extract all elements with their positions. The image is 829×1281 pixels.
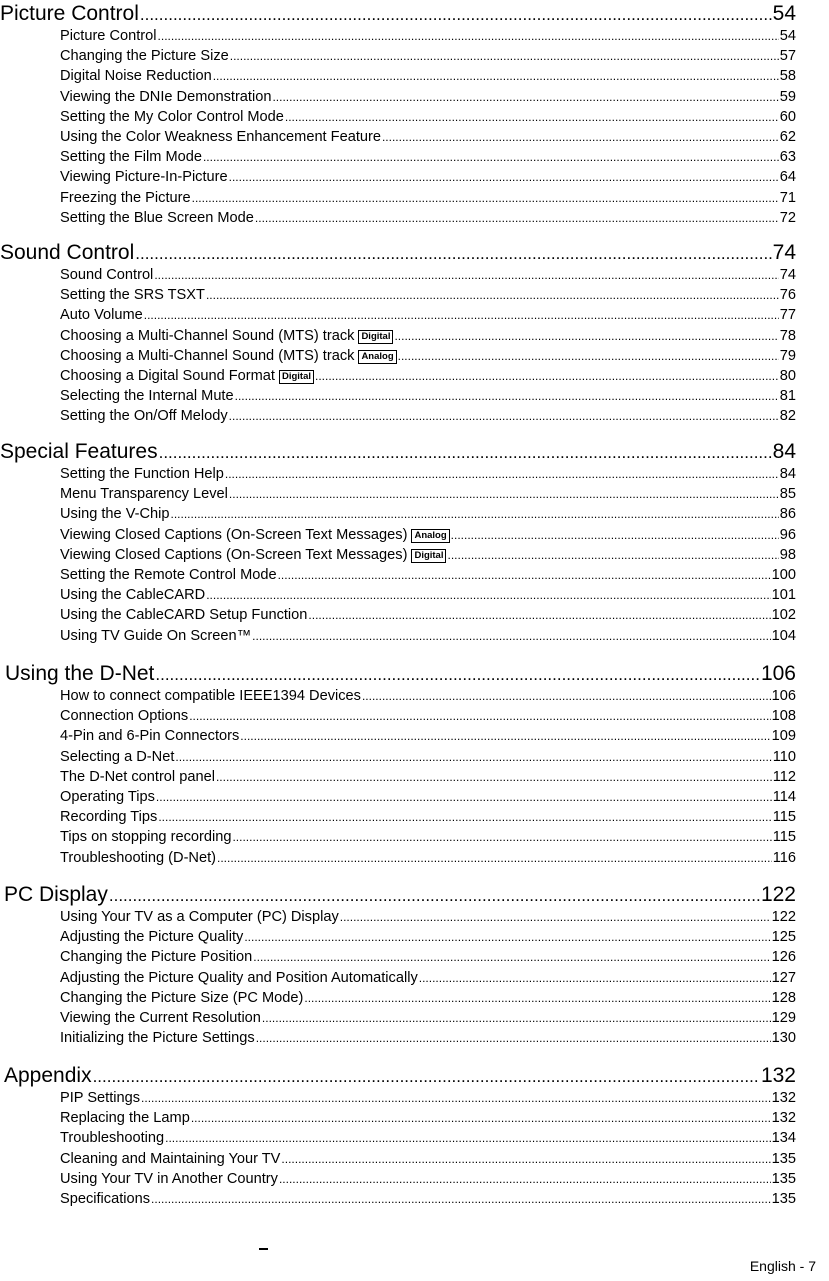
toc-item-page: 84 bbox=[779, 466, 796, 482]
toc-item-title bbox=[60, 988, 303, 1008]
toc-item-label: Recording Tips bbox=[60, 809, 158, 826]
toc-item-label: Using the CableCARD bbox=[60, 587, 206, 604]
dot-leader bbox=[206, 585, 770, 605]
toc-item-label: Using TV Guide On Screen™ bbox=[60, 627, 252, 644]
dot-leader bbox=[398, 346, 779, 366]
dot-leader bbox=[285, 107, 779, 127]
toc-item-label: Menu Transparency Level bbox=[60, 486, 228, 503]
toc-item[interactable] bbox=[0, 464, 829, 484]
toc-item-title bbox=[60, 208, 254, 228]
dot-leader bbox=[256, 1028, 771, 1048]
dot-leader bbox=[253, 947, 770, 967]
toc-item-page: 127 bbox=[771, 969, 796, 986]
toc-item-label: Using Your TV as a Computer (PC) Display bbox=[60, 909, 339, 925]
toc-item[interactable] bbox=[0, 127, 829, 147]
toc-item[interactable] bbox=[0, 285, 829, 305]
toc-item-page: 81 bbox=[779, 388, 796, 405]
signal-type-badge: Digital bbox=[358, 330, 393, 344]
toc-item-page: 115 bbox=[772, 829, 796, 846]
toc-item-label: Setting the SRS TSXT bbox=[60, 287, 205, 304]
toc-item[interactable] bbox=[0, 484, 829, 504]
toc-item[interactable] bbox=[0, 46, 829, 66]
toc-item-title bbox=[60, 1008, 261, 1028]
dot-leader bbox=[279, 1169, 771, 1189]
toc-item[interactable] bbox=[0, 265, 829, 285]
dot-leader bbox=[144, 305, 779, 325]
toc-item-page: 115 bbox=[772, 809, 796, 826]
toc-item-page: 82 bbox=[779, 408, 796, 425]
toc-item-label: Viewing Picture-In-Picture bbox=[60, 169, 228, 186]
toc-item-title bbox=[60, 585, 205, 605]
toc-item-label: Choosing a Multi-Channel Sound (MTS) track bbox=[60, 327, 355, 344]
toc-item-page: 104 bbox=[771, 627, 796, 644]
toc-item-page: 106 bbox=[771, 688, 796, 704]
toc-item-list bbox=[0, 464, 829, 646]
dot-leader bbox=[189, 706, 770, 726]
toc-item-label: Digital Noise Reduction bbox=[60, 68, 212, 85]
toc-item-page: 128 bbox=[771, 989, 796, 1006]
toc-item-label: Viewing the Current Resolution bbox=[60, 1009, 261, 1026]
toc-item-page: 126 bbox=[771, 949, 796, 966]
toc-item[interactable] bbox=[0, 907, 829, 927]
toc-item-page: 54 bbox=[779, 28, 796, 44]
toc-item[interactable] bbox=[0, 147, 829, 167]
dot-leader bbox=[281, 1149, 770, 1169]
toc-item[interactable] bbox=[0, 807, 829, 827]
dot-leader bbox=[278, 565, 771, 585]
toc-heading-title: Picture Control bbox=[0, 2, 139, 25]
dot-leader bbox=[141, 1088, 771, 1108]
toc-item[interactable] bbox=[0, 927, 829, 947]
toc-item-title bbox=[60, 285, 205, 305]
dot-leader bbox=[154, 265, 778, 285]
dot-leader bbox=[213, 66, 779, 86]
toc-item[interactable] bbox=[0, 107, 829, 127]
toc-item-page: 125 bbox=[771, 929, 796, 946]
toc-item-title bbox=[60, 265, 153, 285]
toc-item-label: Specifications bbox=[60, 1190, 151, 1207]
toc-item-title bbox=[60, 26, 157, 46]
toc-item-page: 76 bbox=[779, 287, 796, 304]
dot-leader bbox=[240, 726, 770, 746]
toc-item-list bbox=[0, 1088, 829, 1209]
toc-item-page: 101 bbox=[771, 587, 796, 604]
toc-item[interactable] bbox=[0, 947, 829, 967]
toc-item-page: 110 bbox=[772, 748, 796, 765]
toc-item-label: Sound Control bbox=[60, 267, 154, 283]
toc-item-title bbox=[60, 484, 228, 504]
toc-item[interactable] bbox=[0, 1169, 829, 1189]
toc-item[interactable] bbox=[0, 968, 829, 988]
toc-item-title bbox=[60, 747, 174, 767]
toc-item-label: Choosing a Digital Sound Format bbox=[60, 367, 275, 384]
toc-item[interactable] bbox=[0, 988, 829, 1008]
toc-item-label: Changing the Picture Size bbox=[60, 48, 229, 65]
toc-item-page: 80 bbox=[779, 367, 796, 384]
toc-item-label: Adjusting the Picture Quality bbox=[60, 929, 244, 946]
toc-item-label: Replacing the Lamp bbox=[60, 1110, 190, 1127]
dot-leader bbox=[155, 663, 760, 687]
toc-item-page: 129 bbox=[771, 1009, 796, 1026]
toc-item-label: Changing the Picture Size (PC Mode) bbox=[60, 989, 304, 1006]
toc-item-label: Troubleshooting (D-Net) bbox=[60, 849, 216, 866]
toc-item-page: 122 bbox=[771, 909, 796, 925]
toc-item-title bbox=[60, 968, 418, 988]
toc-item-label: Using the CableCARD Setup Function bbox=[60, 607, 308, 624]
toc-item[interactable] bbox=[0, 1028, 829, 1048]
toc-item-list bbox=[0, 907, 829, 1048]
toc-item-page: 102 bbox=[771, 607, 796, 624]
toc-item-label: Selecting a D-Net bbox=[60, 748, 175, 765]
toc-item-page: 135 bbox=[771, 1150, 796, 1167]
dot-leader bbox=[191, 1108, 771, 1128]
toc-item[interactable] bbox=[0, 87, 829, 107]
toc-item[interactable] bbox=[0, 767, 829, 787]
toc-heading-title: Using the D-Net bbox=[5, 662, 155, 685]
toc-item[interactable] bbox=[0, 406, 829, 426]
dot-leader bbox=[171, 504, 779, 524]
toc-item[interactable] bbox=[0, 1008, 829, 1028]
toc-item-page: 74 bbox=[779, 267, 796, 283]
toc-heading-title: Special Features bbox=[0, 440, 158, 463]
toc-section-special-features bbox=[0, 440, 829, 646]
toc-item-title bbox=[60, 305, 143, 325]
dot-leader bbox=[235, 386, 779, 406]
toc-item-page: 71 bbox=[779, 189, 796, 206]
signal-type-badge: Digital bbox=[279, 370, 314, 384]
toc-item-page: 72 bbox=[779, 209, 796, 226]
toc-item-page: 114 bbox=[772, 788, 796, 805]
dot-leader bbox=[159, 441, 772, 465]
toc-item-label: 4-Pin and 6-Pin Connectors bbox=[60, 728, 240, 745]
toc-item-title bbox=[60, 188, 191, 208]
toc-item-label: Initializing the Picture Settings bbox=[60, 1030, 255, 1047]
toc-item-title bbox=[60, 1149, 280, 1169]
toc-item-title bbox=[60, 726, 239, 746]
toc-heading[interactable] bbox=[0, 883, 829, 907]
toc-heading[interactable] bbox=[0, 1064, 829, 1088]
dot-leader bbox=[135, 242, 771, 266]
toc-item-title bbox=[60, 947, 252, 967]
toc-item[interactable] bbox=[0, 504, 829, 524]
dot-leader bbox=[225, 464, 779, 484]
dot-leader bbox=[229, 167, 779, 187]
dot-leader bbox=[151, 1189, 771, 1209]
dot-leader bbox=[229, 406, 779, 426]
toc-item-label: PIP Settings bbox=[60, 1090, 141, 1106]
dot-leader bbox=[203, 147, 779, 167]
toc-item[interactable] bbox=[0, 848, 829, 868]
toc-item[interactable] bbox=[0, 1189, 829, 1209]
toc-item[interactable] bbox=[0, 585, 829, 605]
toc-item-page: 58 bbox=[779, 68, 796, 85]
toc-item-list bbox=[0, 686, 829, 868]
dot-leader bbox=[158, 807, 771, 827]
dot-leader bbox=[156, 787, 772, 807]
toc-item[interactable] bbox=[0, 167, 829, 187]
toc-item-label: Using Your TV in Another Country bbox=[60, 1170, 278, 1187]
toc-section-pc-display bbox=[0, 883, 829, 1048]
toc-item-label: Setting the Blue Screen Mode bbox=[60, 209, 254, 226]
toc-item-title bbox=[60, 1189, 150, 1209]
toc-item-label: Viewing the DNIe Demonstration bbox=[60, 88, 272, 105]
toc-item[interactable] bbox=[0, 706, 829, 726]
toc-item-label: Setting the Remote Control Mode bbox=[60, 566, 277, 583]
toc-item-title bbox=[60, 807, 157, 827]
toc-item[interactable] bbox=[0, 366, 829, 386]
toc-item-title bbox=[60, 1108, 190, 1128]
toc-item-title bbox=[60, 525, 450, 545]
toc-heading[interactable] bbox=[0, 440, 829, 464]
toc-item-title bbox=[60, 787, 155, 807]
toc-item-title bbox=[60, 1088, 140, 1108]
dot-leader bbox=[382, 127, 779, 147]
toc-item-page: 79 bbox=[779, 347, 796, 364]
toc-heading-page: 74 bbox=[772, 241, 796, 264]
toc-item-title bbox=[60, 167, 228, 187]
toc-item[interactable] bbox=[0, 188, 829, 208]
toc-heading-page: 132 bbox=[760, 1064, 796, 1087]
signal-type-badge: Analog bbox=[411, 529, 449, 543]
toc-item-label: Viewing Closed Captions (On-Screen Text Messages) bbox=[60, 546, 408, 563]
page-footer: English - 7 bbox=[749, 1258, 816, 1274]
toc-item-label: Picture Control bbox=[60, 28, 157, 44]
dot-leader bbox=[216, 767, 772, 787]
toc-item-title bbox=[60, 827, 231, 847]
toc-item-page: 108 bbox=[771, 708, 796, 725]
toc-item-title bbox=[60, 767, 215, 787]
dot-leader bbox=[165, 1128, 771, 1148]
dot-leader bbox=[419, 968, 771, 988]
toc-item[interactable] bbox=[0, 605, 829, 625]
toc-heading[interactable] bbox=[0, 662, 829, 686]
toc-item[interactable] bbox=[0, 386, 829, 406]
dot-leader bbox=[93, 1065, 760, 1089]
toc-heading-title: Appendix bbox=[4, 1064, 92, 1087]
toc-heading-page: 122 bbox=[760, 883, 796, 906]
toc-item-title bbox=[60, 406, 228, 426]
toc-item-title bbox=[60, 848, 216, 868]
toc-item-page: 85 bbox=[779, 486, 796, 503]
toc-item[interactable] bbox=[0, 66, 829, 86]
toc-item[interactable] bbox=[0, 626, 829, 646]
toc-item-page: 132 bbox=[771, 1110, 796, 1127]
toc-item[interactable] bbox=[0, 1088, 829, 1108]
toc-item[interactable] bbox=[0, 346, 829, 366]
toc-item-title bbox=[60, 66, 212, 86]
toc-item-label: Using the V-Chip bbox=[60, 506, 170, 523]
toc-item-page: 63 bbox=[779, 149, 796, 166]
toc-item-label: Cleaning and Maintaining Your TV bbox=[60, 1150, 281, 1167]
toc-item-title bbox=[60, 907, 339, 927]
toc-heading-title: PC Display bbox=[4, 883, 108, 906]
toc-section-using-the-d-net bbox=[0, 662, 829, 868]
toc-item[interactable] bbox=[0, 326, 829, 346]
toc-item-title bbox=[60, 706, 188, 726]
toc-item-title bbox=[60, 147, 202, 167]
dot-leader bbox=[206, 285, 779, 305]
dot-leader bbox=[244, 927, 770, 947]
toc-item-label: Changing the Picture Position bbox=[60, 949, 253, 966]
toc-item-page: 62 bbox=[779, 128, 796, 145]
toc-item-page: 135 bbox=[771, 1170, 796, 1187]
toc-item-label: Auto Volume bbox=[60, 307, 143, 324]
dot-leader bbox=[362, 686, 771, 706]
dot-leader bbox=[272, 87, 778, 107]
toc-item-title bbox=[60, 87, 271, 107]
toc-item-title bbox=[60, 626, 251, 646]
toc-item[interactable] bbox=[0, 686, 829, 706]
signal-type-badge: Analog bbox=[358, 350, 396, 364]
toc-item-label: Viewing Closed Captions (On-Screen Text Messages) bbox=[60, 526, 408, 543]
toc-item-label: The D-Net control panel bbox=[60, 768, 215, 785]
toc-heading-page: 84 bbox=[772, 440, 796, 463]
toc-item[interactable] bbox=[0, 726, 829, 746]
toc-heading[interactable] bbox=[0, 2, 829, 26]
toc-item-label: Adjusting the Picture Quality and Position Automatically bbox=[60, 969, 418, 986]
dot-leader bbox=[109, 884, 760, 908]
toc-item-label: Selecting the Internal Mute bbox=[60, 388, 234, 405]
toc-item-label: Connection Options bbox=[60, 708, 189, 725]
dot-leader bbox=[315, 366, 779, 386]
toc-item-list bbox=[0, 26, 829, 228]
toc-item[interactable] bbox=[0, 545, 829, 565]
toc-item-page: 57 bbox=[779, 48, 796, 65]
signal-type-badge: Digital bbox=[411, 549, 446, 563]
toc-item-label: How to connect compatible IEEE1394 Devices bbox=[60, 688, 361, 704]
dot-leader bbox=[217, 848, 772, 868]
toc-item[interactable] bbox=[0, 747, 829, 767]
toc-item[interactable] bbox=[0, 565, 829, 585]
dot-leader bbox=[192, 188, 779, 208]
toc-item-page: 116 bbox=[772, 849, 796, 866]
toc-item-title bbox=[60, 686, 361, 706]
toc-item[interactable] bbox=[0, 525, 829, 545]
divider-mark bbox=[259, 1248, 268, 1250]
toc-item-label: Tips on stopping recording bbox=[60, 829, 232, 846]
toc-section-sound-control bbox=[0, 241, 829, 427]
toc-item-page: 130 bbox=[771, 1030, 796, 1047]
dot-leader bbox=[308, 605, 770, 625]
dot-leader bbox=[229, 484, 779, 504]
toc-item-label: Troubleshooting bbox=[60, 1130, 165, 1147]
dot-leader bbox=[158, 26, 779, 46]
toc-item-page: 86 bbox=[779, 506, 796, 523]
toc-item-page: 59 bbox=[779, 88, 796, 105]
toc-item-title bbox=[60, 464, 224, 484]
toc-section-appendix bbox=[0, 1064, 829, 1209]
toc-item-title bbox=[60, 1169, 278, 1189]
dot-leader bbox=[255, 208, 779, 228]
toc-item-page: 112 bbox=[772, 768, 796, 785]
toc-item-title bbox=[60, 107, 284, 127]
toc-item-title bbox=[60, 545, 446, 565]
toc-item-page: 98 bbox=[779, 546, 796, 563]
toc-item-label: Setting the My Color Control Mode bbox=[60, 108, 284, 125]
toc-item-title bbox=[60, 366, 314, 386]
toc-item-label: Using the Color Weakness Enhancement Feature bbox=[60, 128, 381, 145]
toc-item-title bbox=[60, 605, 307, 625]
dot-leader bbox=[232, 827, 771, 847]
toc-item-page: 60 bbox=[779, 108, 796, 125]
toc-item[interactable] bbox=[0, 1108, 829, 1128]
dot-leader bbox=[451, 525, 779, 545]
toc-item[interactable] bbox=[0, 827, 829, 847]
toc-item-title bbox=[60, 46, 229, 66]
toc-item-title bbox=[60, 346, 397, 366]
toc-heading-page: 54 bbox=[772, 2, 796, 25]
toc-heading-page: 106 bbox=[760, 662, 796, 685]
toc-item-page: 100 bbox=[771, 566, 796, 583]
toc-item-page: 64 bbox=[779, 169, 796, 186]
dot-leader bbox=[394, 326, 778, 346]
toc-item-title bbox=[60, 326, 393, 346]
toc-item[interactable] bbox=[0, 26, 829, 46]
toc-item[interactable] bbox=[0, 208, 829, 228]
toc-heading[interactable] bbox=[0, 241, 829, 265]
toc-item-label: Operating Tips bbox=[60, 788, 155, 805]
toc-item-page: 96 bbox=[779, 526, 796, 543]
toc-item[interactable] bbox=[0, 787, 829, 807]
toc-section-picture-control bbox=[0, 2, 829, 228]
toc-item-label: Setting the On/Off Melody bbox=[60, 408, 228, 425]
toc-item[interactable] bbox=[0, 1128, 829, 1148]
toc-item-label: Setting the Film Mode bbox=[60, 149, 202, 166]
toc-item-page: 78 bbox=[779, 327, 796, 344]
toc-item-title bbox=[60, 927, 243, 947]
dot-leader bbox=[340, 907, 771, 927]
toc-item-page: 77 bbox=[779, 307, 796, 324]
toc-item-list bbox=[0, 265, 829, 427]
dot-leader bbox=[175, 747, 771, 767]
toc-item-title bbox=[60, 1128, 164, 1148]
toc-item-page: 135 bbox=[771, 1190, 796, 1207]
dot-leader bbox=[447, 545, 778, 565]
toc-item-page: 109 bbox=[771, 728, 796, 745]
dot-leader bbox=[262, 1008, 771, 1028]
toc-item-page: 132 bbox=[771, 1090, 796, 1106]
toc-item-title bbox=[60, 127, 381, 147]
toc-item-label: Freezing the Picture bbox=[60, 189, 191, 206]
toc-heading-title: Sound Control bbox=[0, 241, 135, 264]
dot-leader bbox=[140, 3, 772, 27]
toc-item-label: Choosing a Multi-Channel Sound (MTS) track bbox=[60, 347, 355, 364]
dot-leader bbox=[230, 46, 779, 66]
toc-item-label: Setting the Function Help bbox=[60, 466, 224, 482]
toc-item-title bbox=[60, 565, 277, 585]
dot-leader bbox=[252, 626, 770, 646]
toc-item[interactable] bbox=[0, 305, 829, 325]
toc-item-page: 134 bbox=[771, 1130, 796, 1147]
toc-item[interactable] bbox=[0, 1149, 829, 1169]
toc-item-title bbox=[60, 1028, 255, 1048]
toc-item-title bbox=[60, 504, 170, 524]
toc-item-title bbox=[60, 386, 234, 406]
dot-leader bbox=[304, 988, 770, 1008]
